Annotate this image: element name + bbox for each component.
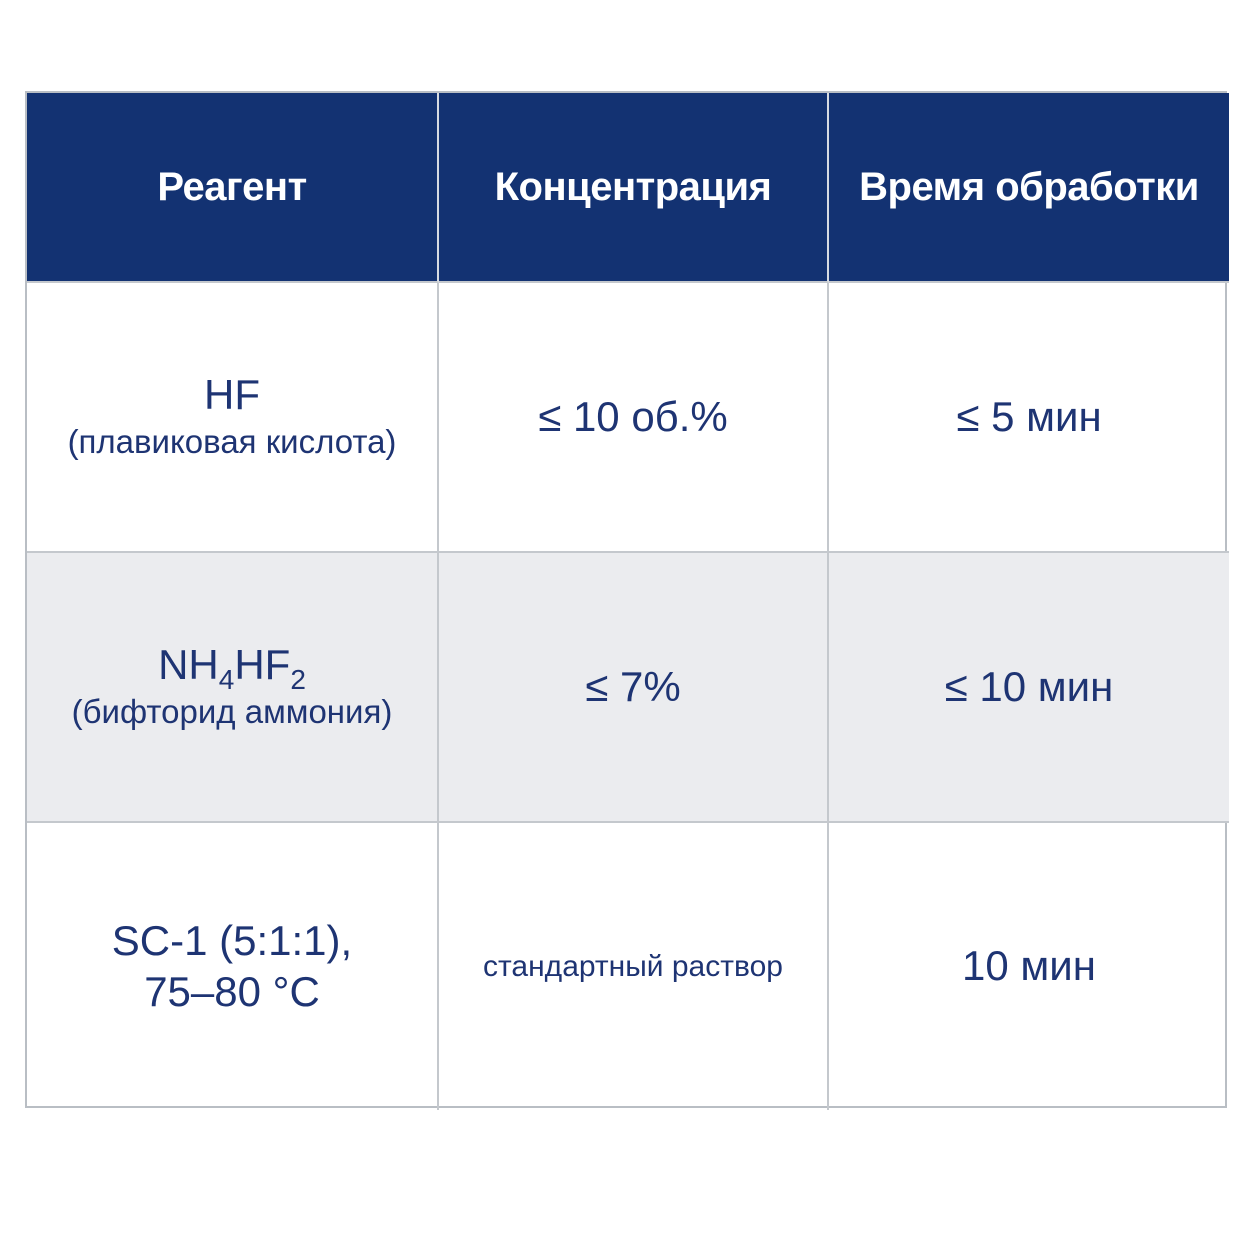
table-row-3-time: 10 мин [962,942,1096,990]
table-row-3-concentration: стандартный раствор [439,823,829,1110]
table-row-3-reagent [27,823,439,1110]
reagent-formula: SC-1 (5:1:1), [111,917,353,965]
formula-part: NH [158,640,219,688]
formula-subscript: 2 [290,663,306,695]
table-row-1-time: ≤ 5 мин [829,283,1229,553]
reagent-formula: HF [204,370,260,418]
table-row-1-concentration: ≤ 10 об.% [439,283,829,553]
reagent-formula [158,640,306,695]
reagent-note: (плавиковая кислота) [67,422,397,460]
reagent-note: (бифторид аммония) [71,692,393,730]
formula-subscript: 4 [218,663,235,695]
table-row-2-time: ≤ 10 мин [829,553,1229,823]
formula-part: HF [234,640,291,688]
header-time: Время обработки [829,93,1229,283]
table-row-2-concentration: ≤ 7% [439,553,829,823]
treatment-table [25,91,1227,1108]
table-row-2-reagent [27,553,439,823]
header-concentration: Концентрация [439,93,829,283]
table-row-1-reagent [27,283,439,553]
header-reagent: Реагент [27,93,439,283]
reagent-conditions: 75–80 °C [144,967,320,1015]
